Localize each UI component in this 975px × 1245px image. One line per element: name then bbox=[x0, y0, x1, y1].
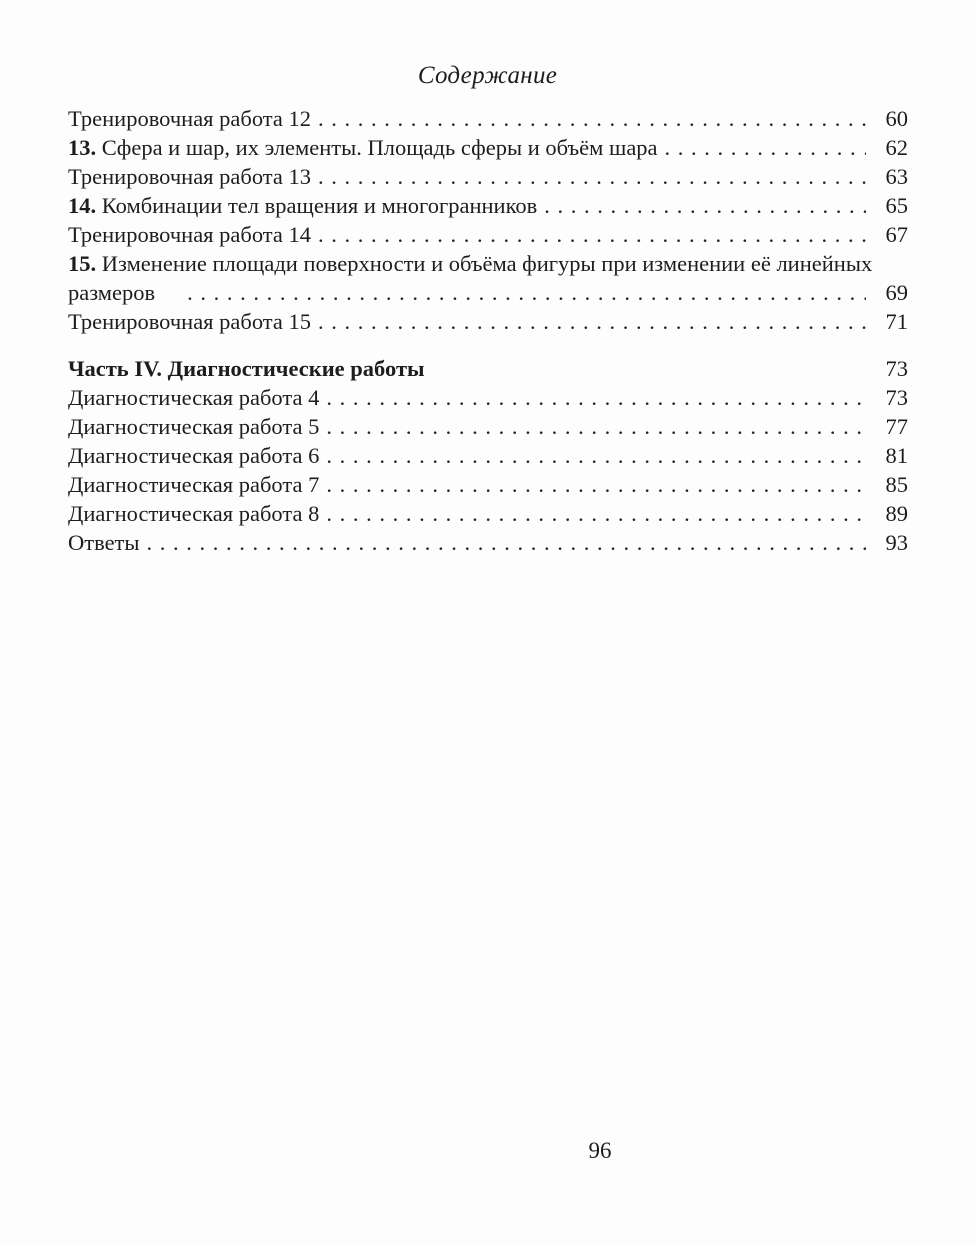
toc-entry bbox=[68, 133, 908, 162]
toc-entry-label bbox=[68, 133, 658, 162]
toc-entry-page: 77 bbox=[885, 414, 908, 439]
toc-entry-label bbox=[68, 528, 140, 557]
toc-entry-page: 62 bbox=[885, 135, 908, 160]
toc-entry-label bbox=[68, 412, 319, 441]
table-of-contents bbox=[68, 104, 908, 557]
toc-entry bbox=[68, 354, 908, 383]
toc-entry-label bbox=[68, 104, 311, 133]
toc-entry-text: Комбинации тел вращения и многогранников bbox=[101, 193, 538, 218]
dot-leader bbox=[326, 383, 866, 412]
toc-entry-text: Тренировочная работа 15 bbox=[68, 309, 312, 334]
toc-entry-text: Диагностическая работа 6 bbox=[68, 443, 320, 468]
toc-entry-text: Тренировочная работа 12 bbox=[68, 106, 312, 131]
toc-entry bbox=[68, 470, 908, 499]
toc-entry-label bbox=[68, 220, 311, 249]
toc-entry bbox=[68, 278, 908, 307]
toc-entry bbox=[68, 499, 908, 528]
dot-leader bbox=[544, 191, 866, 220]
toc-entry-text: Тренировочная работа 14 bbox=[68, 222, 312, 247]
toc-entry-label bbox=[68, 383, 319, 412]
folio-page-number: 96 bbox=[588, 1138, 612, 1163]
toc-entry-label bbox=[68, 162, 311, 191]
dot-leader bbox=[318, 162, 866, 191]
toc-entry bbox=[68, 441, 908, 470]
toc-entry-number: 13. bbox=[68, 135, 102, 160]
toc-entry-page: 73 bbox=[885, 385, 908, 410]
toc-entry-page: 89 bbox=[885, 501, 908, 526]
toc-entry-page: 85 bbox=[885, 472, 908, 497]
dot-leader bbox=[326, 470, 866, 499]
toc-entry bbox=[68, 104, 908, 133]
toc-entry-page: 63 bbox=[885, 164, 908, 189]
toc-entry-number: 14. bbox=[68, 193, 102, 218]
toc-entry-page: 71 bbox=[885, 309, 908, 334]
toc-entry-text: Диагностическая работа 8 bbox=[68, 501, 320, 526]
toc-entry-page: 65 bbox=[885, 193, 908, 218]
toc-entry bbox=[68, 412, 908, 441]
dot-leader bbox=[318, 220, 866, 249]
toc-entry-text: Сфера и шар, их элементы. Площадь сферы и объём шара bbox=[101, 135, 658, 160]
toc-entry-page: 73 bbox=[885, 356, 908, 381]
dot-leader bbox=[326, 412, 866, 441]
toc-entry-page: 81 bbox=[885, 443, 908, 468]
toc-entry-label bbox=[68, 354, 425, 383]
toc-entry-number: 15. bbox=[68, 251, 102, 276]
toc-entry-label bbox=[68, 470, 319, 499]
toc-entry-label bbox=[68, 307, 311, 336]
toc-entry bbox=[68, 528, 908, 557]
dot-leader bbox=[318, 104, 866, 133]
toc-entry-text: Ответы bbox=[68, 530, 140, 555]
toc-entry-page: 69 bbox=[885, 280, 908, 305]
toc-entry-page: 67 bbox=[885, 222, 908, 247]
toc-entry bbox=[68, 307, 908, 336]
toc-entry bbox=[68, 220, 908, 249]
toc-entry bbox=[68, 162, 908, 191]
toc-entry-label bbox=[68, 499, 319, 528]
page-title: Содержание bbox=[417, 62, 558, 89]
toc-entry-text: Изменение площади поверхности и объёма фигуры при изменении её линейных bbox=[101, 251, 873, 276]
dot-leader bbox=[326, 499, 866, 528]
dot-leader bbox=[318, 307, 866, 336]
toc-entry-text: размеров bbox=[68, 280, 156, 305]
toc-entry-text: Диагностическая работа 7 bbox=[68, 472, 320, 497]
toc-entry-label bbox=[68, 249, 872, 278]
toc-entry-label bbox=[68, 278, 155, 307]
toc-entry bbox=[68, 383, 908, 412]
dot-leader bbox=[147, 528, 866, 557]
dot-leader bbox=[326, 441, 866, 470]
toc-entry-page: 60 bbox=[885, 106, 908, 131]
toc-entry bbox=[68, 191, 908, 220]
toc-entry-text: Диагностическая работа 4 bbox=[68, 385, 320, 410]
toc-entry-text: Часть IV. Диагностические работы bbox=[68, 356, 425, 381]
dot-leader bbox=[665, 133, 866, 162]
toc-entry-label bbox=[68, 191, 537, 220]
toc-entry-page: 93 bbox=[885, 530, 908, 555]
toc-entry-label bbox=[68, 441, 319, 470]
toc-entry-text: Диагностическая работа 5 bbox=[68, 414, 320, 439]
dot-leader bbox=[187, 278, 866, 307]
toc-entry-text: Тренировочная работа 13 bbox=[68, 164, 312, 189]
toc-entry bbox=[68, 249, 908, 278]
